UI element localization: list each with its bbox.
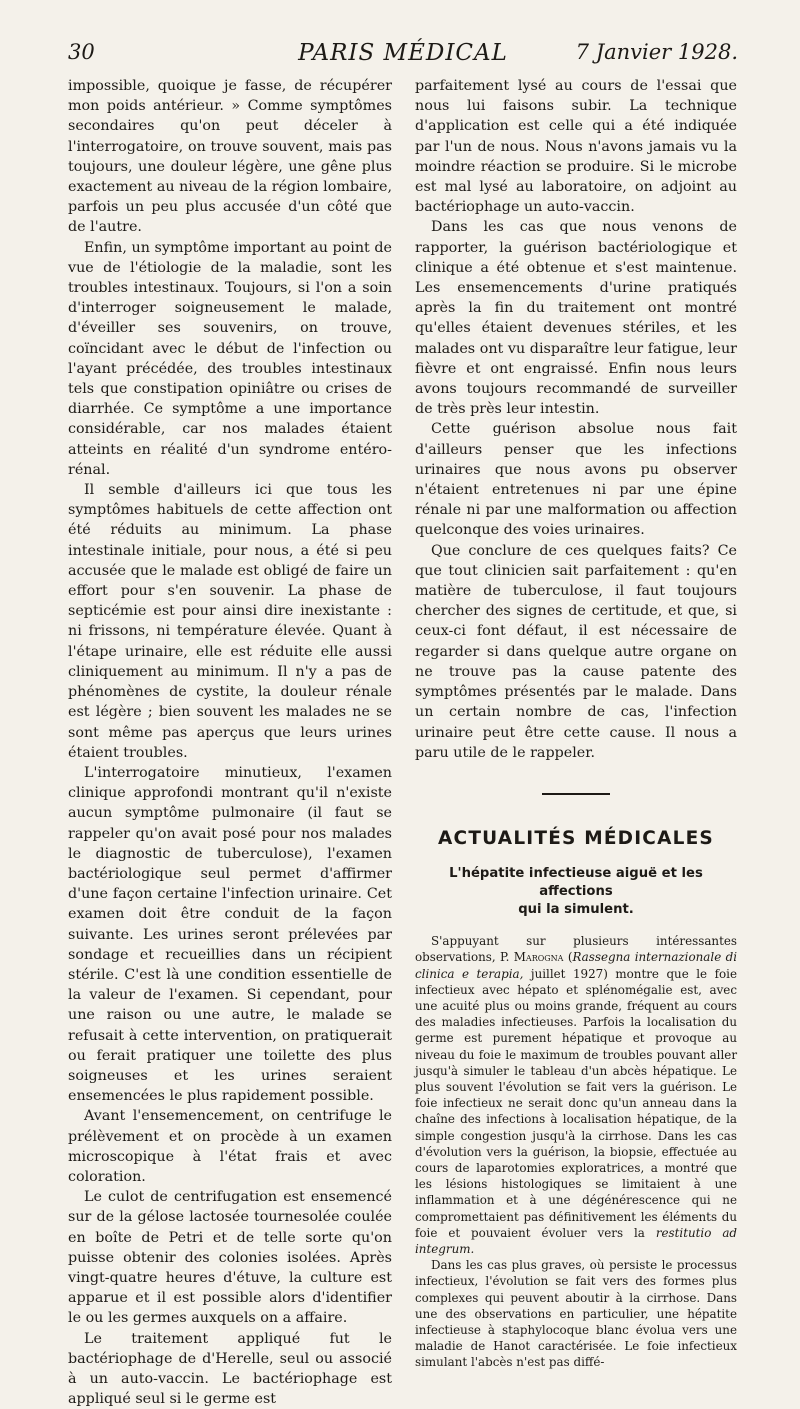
paragraph: Enfin, un symptôme important au point de vue de l'étiologie de la maladie, sont les troubles intestinaux. Toujours, si l'on a soin d'interroger soigneusement le malade, d'éveiller ses souvenirs, on trouve, coïncidant avec le début de l'infection ou l'ayant précédée, des troubles intestinaux tels que constipation opiniâtre ou crises de diarrhée. Ce symptôme a une importance considérable, car nos malades étaient atteints en réalité d'un syndrome entéro-rénal.	[68, 239, 392, 478]
section-title: ACTUALITÉS MÉDICALES	[438, 827, 714, 849]
paragraph: Le culot de centrifugation est ensemencé sur de la gélose lactosée tournesolée coulée en boîte de Petri et de telle sorte qu'on puisse obtenir des colonies isolées. Après vingt-quatre heures d'étuve, la culture est apparue et il est possible alors d'identifier le ou les germes auxquels on a affaire.	[68, 1189, 392, 1327]
article-author: P. Marogna	[500, 950, 564, 965]
running-head	[68, 40, 738, 74]
article-body	[415, 933, 737, 1370]
article-paragraph: Dans les cas plus graves, où persiste le processus infectieux, l'évolution se fait vers des formes plus complexes qui peuvent aboutir à la cirrhose. Dans une des observations en particulier, une hépatite infectieuse à staphylocoque blanc évolua vers une maladie de Hanot caractérisée. Le foie infectieux simulant l'abcès n'est pas diffé-	[415, 1258, 737, 1370]
left-column	[68, 76, 392, 1409]
article-latin: restitutio ad integrum.	[415, 1225, 738, 1256]
article-title-line: L'hépatite infectieuse aiguë et les affections	[449, 866, 703, 900]
paragraph: Le traitement appliqué fut le bactériophage de d'Herelle, seul ou associé à un auto-vaccin. Le bactériophage est appliqué seul si le germe est	[68, 1330, 392, 1408]
paragraph: impossible, quoique je fasse, de récupérer mon poids antérieur. » Comme symptômes secondaires qu'on peut déceler à l'interrogatoire, on trouve souvent, mais pas toujours, une douleur légère, une gêne plus exactement au niveau de la région lombaire, parfois un peu plus accusée d'un côté que de l'autre.	[68, 78, 392, 236]
section-divider	[542, 793, 610, 795]
page-number: 30	[68, 40, 95, 64]
article-paragraph: S'appuyant sur plusieurs intéressantes observations, P. Marogna (Rassegna internazionale di clinica e terapia, juillet 1927) montre que le foie infectieux avec hépato et splénomégalie est, avec une acuité plus ou moins grande, fréquent au cours des maladies infectieuses. Parfois la localisation du germe est purement hépatique et provoque au niveau du foie le maximum de troubles pouvant aller jusqu'à simuler le tableau d'un abcès hépatique. Le plus souvent l'évolution se fait vers la guérison. Le foie infectieux ne serait donc qu'un anneau dans la chaîne des infections à localisation hépatique, de la simple congestion jusqu'à la cirrhose. Dans les cas d'évolution vers la guérison, la biopsie, effectuée au cours de laparotomies exploratrices, a montré que les lésions histologiques se limitaient à une inflammation et à une dégénérescence qui ne compromettaient pas définitivement les éléments du foie et pouvaient évoluer vers la restitutio ad integrum.	[415, 934, 738, 1256]
article-text: S'appuyant sur plusieurs intéressantes observations,	[415, 934, 737, 965]
right-column	[415, 76, 737, 1371]
paragraph: L'interrogatoire minutieux, l'examen clinique approfondi montrant qu'il n'existe aucun symptôme pulmonaire (il faut se rappeler qu'on avait posé pour nos malades le diagnostic de tuberculose), l'examen bactériologique seul permet d'affirmer d'une façon certaine l'infection urinaire. Cet examen doit être conduit de la façon suivante. Les urines seront prélevées par sondage et recueillies dans un récipient stérile. C'est là une condition essentielle de la valeur de l'examen. Si cependant, pour une raison ou une autre, le malade se refusait à cette intervention, on pratiquerait ou ferait pratiquer une toilette des plus soigneuses et les urines seraient ensemencées le plus rapidement possible.	[68, 764, 392, 1105]
article-text: juillet 1927) montre que le foie infectieux avec hépato et splénomégalie est, avec une acuité plus ou moins grande, fréquent au cours des maladies infectieuses. Parfois la localisation du germe est purement hépatique et provoque au niveau du foie le maximum de troubles pouvant aller jusqu'à simuler le tableau d'un abcès hépatique. Le plus souvent l'évolution se fait vers la guérison. Le foie infectieux ne serait donc qu'un anneau dans la chaîne des infections à localisation hépatique, de la simple congestion jusqu'à la cirrhose. Dans les cas d'évolution vers la guérison, la biopsie, effectuée au cours de laparotomies exploratrices, a montré que les lésions histologiques se limitaient à une inflammation et à une dégénérescence qui ne compromettaient pas définitivement les éléments du foie et pouvaient évoluer vers la	[415, 966, 737, 1240]
paragraph: Cette guérison absolue nous fait d'ailleurs penser que les infections urinaires que nous avons pu observer n'étaient entretenues ni par une épine rénale ni par une malformation ou affection quelconque des voies urinaires.	[415, 421, 737, 539]
paragraph: Il semble d'ailleurs ici que tous les symptômes habituels de cette affection ont été réduits au minimum. La phase intestinale initiale, pour nous, a été si peu accusée que le malade est obligé de faire un effort pour s'en souvenir. La phase de septicémie est pour ainsi dire inexistante : ni frissons, ni température élevée. Quant à l'étape urinaire, elle est réduite elle aussi cliniquement au minimum. Il n'y a pas de phénomènes de cystite, la douleur rénale est légère ; bien souvent les malades ne se sont même pas aperçus que leurs urines étaient troubles.	[68, 482, 392, 761]
article-title-line: qui la simulent.	[518, 902, 634, 918]
paragraph: Que conclure de ces quelques faits? Ce que tout clinicien sait parfaitement : qu'en matière de tuberculose, il faut toujours chercher des signes de certitude, et que, si ceux-ci font défaut, il est nécessaire de regarder si dans quelque autre organe on ne trouve pas la cause patente des symptômes présentés par le malade. Dans un certain nombre de cas, l'infection urinaire peut être cette cause. Il nous a paru utile de le rappeler.	[415, 542, 737, 761]
paragraph: Dans les cas que nous venons de rapporter, la guérison bactériologique et clinique a été obtenue et s'est maintenue. Les ensemencements d'urine pratiqués après la fin du traitement ont montré qu'elles étaient devenues stériles, et les malades ont vu disparaître leur fatigue, leur fièvre et ont engraissé. Enfin nous leurs avons toujours recommandé de surveiller de très près leur intestin.	[415, 219, 737, 418]
paragraph: parfaitement lysé au cours de l'essai que nous lui faisons subir. La technique d'application est celle qui a été indiquée par l'un de nous. Nous n'avons jamais vu la moindre réaction se produire. Si le microbe est mal lysé au laboratoire, on adjoint au bactériophage un auto-vaccin.	[415, 78, 737, 216]
article-source: Rassegna internazionale di clinica e terapia,	[415, 950, 737, 981]
journal-title: PARIS MÉDICAL	[298, 40, 508, 66]
paragraph: Avant l'ensemencement, on centrifuge le prélèvement et on procède à un examen microscopique à l'état frais et avec coloration.	[68, 1108, 392, 1185]
issue-date: 7 Janvier 1928.	[575, 40, 738, 64]
article-title	[415, 865, 737, 919]
